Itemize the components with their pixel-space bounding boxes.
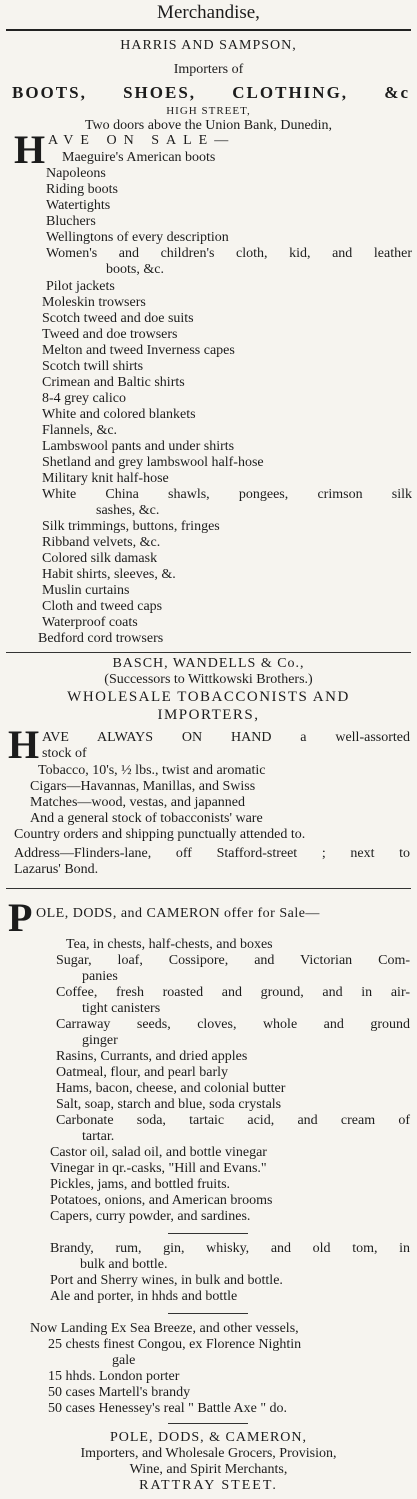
ad2-address-2: Lazarus' Bond.	[14, 862, 99, 877]
ad1-firm: HARRIS AND SAMPSON,	[120, 38, 297, 53]
list-item: Tea, in chests, half-chests, and boxes	[66, 937, 273, 952]
ad2-have-1: AVE ALWAYS ON HAND a well-assorted	[42, 730, 410, 745]
ad3-desc-1: Importers, and Wholesale Grocers, Provision,	[80, 1446, 337, 1461]
list-item: Hams, bacon, cheese, and colonial butter	[56, 1081, 286, 1096]
list-item: Moleskin trowsers	[42, 295, 146, 310]
list-item: Castor oil, salad oil, and bottle vinegar	[50, 1145, 267, 1160]
ad2-address-1: Address—Flinders-lane, off Stafford-street ; next to	[14, 846, 410, 861]
list-item: Bedford cord trowsers	[38, 631, 164, 646]
list-item: Cigars—Havannas, Manillas, and Swiss	[30, 779, 256, 794]
list-item: Salt, soap, starch and blue, soda crystals	[56, 1097, 282, 1112]
ad3-drop-cap: P	[8, 895, 33, 940]
list-item: Habit shirts, sleeves, &.	[42, 567, 176, 582]
list-item: Tobacco, 10's, ½ lbs., twist and aromatic	[38, 763, 266, 778]
list-item: boots, &c.	[106, 262, 164, 277]
list-item: bulk and bottle.	[80, 1257, 168, 1272]
ad1-address: Two doors above the Union Bank, Dunedin,	[84, 118, 333, 133]
list-item: Sugar, loaf, Cossipore, and Victorian Com-	[56, 953, 410, 968]
list-item: Ribband velvets, &c.	[42, 535, 161, 550]
list-item: Potatoes, onions, and American brooms	[50, 1193, 273, 1208]
list-item: 50 cases Henessey's real " Battle Axe " do.	[48, 1401, 288, 1416]
list-item: tight canisters	[82, 1001, 161, 1016]
list-item: Bluchers	[46, 214, 96, 229]
list-item: panies	[82, 969, 118, 984]
list-item: Coffee, fresh roasted and ground, and in air-	[56, 985, 410, 1000]
ad2-firm: BASCH, WANDELLS & Co.,	[112, 656, 305, 671]
list-item: Capers, curry powder, and sardines.	[50, 1209, 251, 1224]
list-item: Vinegar in qr.-casks, "Hill and Evans."	[50, 1161, 267, 1176]
list-item: gale	[112, 1353, 136, 1368]
ad3-firm: POLE, DODS, & CAMERON,	[109, 1430, 307, 1445]
short-divider	[168, 1423, 248, 1424]
list-item: Carraway seeds, cloves, whole and ground	[56, 1017, 410, 1032]
ad3-landing: Now Landing Ex Sea Breeze, and other vessels,	[30, 1321, 299, 1336]
ad2-successors: (Successors to Wittkowski Brothers.)	[104, 672, 313, 687]
list-item: Maeguire's American boots	[62, 150, 216, 165]
list-item: Carbonate soda, tartaic acid, and cream of	[56, 1113, 410, 1128]
ad2-drop-cap: H	[8, 722, 40, 767]
list-item: 50 cases Martell's brandy	[48, 1385, 191, 1400]
list-item: Crimean and Baltic shirts	[42, 375, 185, 390]
list-item: Waterproof coats	[42, 615, 138, 630]
section-title: Merchandise,	[157, 2, 260, 23]
short-divider	[168, 1233, 248, 1234]
list-item: Oatmeal, flour, and pearl barly	[56, 1065, 229, 1080]
list-item: White and colored blankets	[42, 407, 196, 422]
ad1-trades: BOOTS, SHOES, CLOTHING, &c	[12, 83, 410, 102]
list-item: Military knit half-hose	[42, 471, 169, 486]
list-item: Silk trimmings, buttons, fringes	[42, 519, 220, 534]
list-item: Lambswool pants and under shirts	[42, 439, 235, 454]
list-item: Flannels, &c.	[42, 423, 118, 438]
divider	[6, 652, 411, 653]
list-item: sashes, &c.	[96, 503, 160, 518]
ad1-have: AVE ON SALE—	[48, 133, 236, 148]
list-item: And a general stock of tobacconists' ware	[30, 811, 263, 826]
list-item: Pickles, jams, and bottled fruits.	[50, 1177, 231, 1192]
list-item: Rasins, Currants, and dried apples	[56, 1049, 248, 1064]
list-item: Melton and tweed Inverness capes	[42, 343, 235, 358]
list-item: Cloth and tweed caps	[42, 599, 163, 614]
list-item: Riding boots	[46, 182, 118, 197]
ad2-title-2: IMPORTERS,	[157, 707, 260, 723]
list-item: Wellingtons of every description	[46, 230, 229, 245]
list-item: Muslin curtains	[42, 583, 130, 598]
list-item: Scotch twill shirts	[42, 359, 144, 374]
ad3-desc-2: Wine, and Spirit Merchants,	[129, 1462, 288, 1477]
list-item: Tweed and doe trowsers	[42, 327, 178, 342]
list-item: 25 chests finest Congou, ex Florence Nightin	[48, 1337, 302, 1352]
ad2-have-2: stock of	[42, 746, 87, 761]
short-divider	[168, 1313, 248, 1314]
list-item: Pilot jackets	[46, 279, 115, 294]
list-item: ginger	[82, 1033, 118, 1048]
list-item: Brandy, rum, gin, whisky, and old tom, in	[50, 1241, 410, 1256]
divider	[6, 888, 411, 889]
list-item: White China shawls, pongees, crimson silk	[42, 487, 412, 502]
ad3-offer: OLE, DODS, and CAMERON offer for Sale—	[36, 906, 320, 921]
header-rule	[6, 29, 411, 31]
list-item: Matches—wood, vestas, and japanned	[30, 795, 245, 810]
list-item: Napoleons	[46, 166, 106, 181]
ad3-street: RATTRAY STEET.	[139, 1478, 278, 1493]
list-item: tartar.	[82, 1129, 115, 1144]
ad2-title-1: WHOLESALE TOBACCONISTS AND	[67, 689, 350, 705]
list-item: 8-4 grey calico	[42, 391, 126, 406]
ad1-drop-cap: H	[14, 127, 46, 172]
list-item: Shetland and grey lambswool half-hose	[42, 455, 264, 470]
list-item: Women's and children's cloth, kid, and leather	[46, 246, 412, 261]
list-item: Ale and porter, in hhds and bottle	[50, 1289, 238, 1304]
ad1-importers: Importers of	[173, 62, 244, 77]
list-item: Colored silk damask	[42, 551, 158, 566]
ad1-street: HIGH STREET,	[166, 105, 251, 117]
list-item: Port and Sherry wines, in bulk and bottle.	[50, 1273, 283, 1288]
list-item: 15 hhds. London porter	[48, 1369, 180, 1384]
ad2-country: Country orders and shipping punctually attended to.	[14, 827, 306, 842]
list-item: Watertights	[46, 198, 111, 213]
list-item: Scotch tweed and doe suits	[42, 311, 194, 326]
